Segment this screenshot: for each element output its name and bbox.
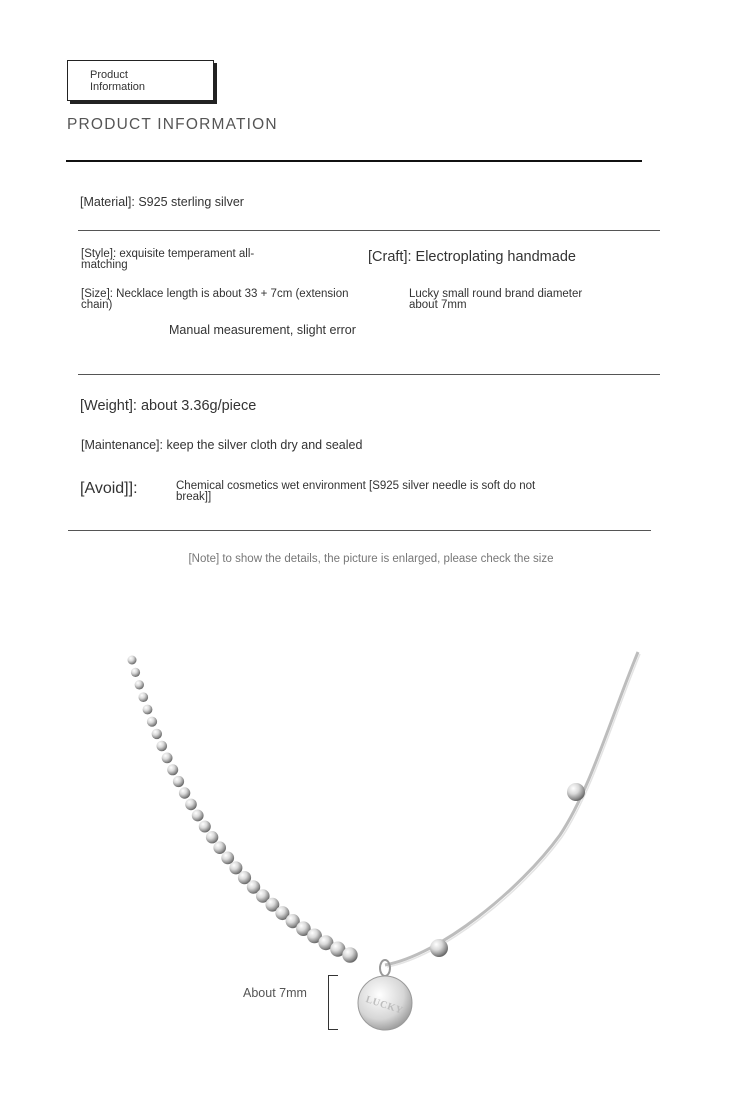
chain-bead: [199, 821, 211, 833]
chain-bead: [221, 852, 234, 865]
page-title: PRODUCT INFORMATION: [67, 116, 278, 133]
pendant-bail: [380, 960, 390, 976]
chain-bead: [213, 841, 226, 854]
weight-text: [Weight]: about 3.36g/piece: [80, 398, 257, 414]
title-divider: [66, 160, 642, 162]
style-line2: matching: [81, 259, 128, 271]
style-text: [81, 249, 311, 271]
chain-bead: [157, 741, 168, 752]
chain-bead: [430, 939, 448, 957]
chain-bead: [567, 783, 585, 801]
brand-line2: about 7mm: [409, 299, 467, 311]
avoid-text: [176, 481, 566, 503]
section-tag-line2: Information: [90, 81, 146, 93]
chain-bead: [152, 729, 162, 739]
material-text: [Material]: S925 sterling silver: [80, 195, 244, 209]
chain-bead: [167, 764, 178, 775]
divider-3: [68, 530, 651, 531]
measurement-text: Manual measurement, slight error: [169, 323, 356, 337]
brand-line1: Lucky small round brand diameter: [409, 288, 583, 300]
size-callout-bracket: [328, 975, 339, 1030]
chain-bead: [139, 692, 149, 702]
maintenance-text: [Maintenance]: keep the silver cloth dry and sealed: [81, 438, 363, 452]
size-line1: [Size]: Necklace length is about 33 + 7cm (extension: [81, 288, 349, 300]
craft-text: [Craft]: Electroplating handmade: [368, 249, 576, 265]
chain-bead: [162, 753, 173, 764]
section-tag-line1: Product: [90, 69, 128, 81]
snake-chain-shadow: [387, 654, 640, 967]
chain-bead: [128, 656, 137, 665]
chain-bead: [147, 717, 157, 727]
style-line1: [Style]: exquisite temperament all-: [81, 248, 255, 260]
chain-bead: [179, 787, 190, 798]
chain-bead: [192, 810, 204, 822]
chain-bead: [143, 705, 153, 715]
section-tag-label: [90, 69, 170, 93]
snake-chain: [385, 652, 638, 965]
avoid-label: [Avoid]]:: [80, 480, 138, 497]
brand-text: [409, 289, 609, 311]
size-callout-label: About 7mm: [243, 986, 307, 1000]
necklace-image: [0, 630, 749, 1080]
bead-chain: [128, 656, 358, 963]
note-text: [Note] to show the details, the picture is enlarged, please check the size: [188, 553, 554, 565]
avoid-line2: break]]: [176, 491, 212, 503]
chain-bead: [135, 680, 144, 689]
avoid-line1: Chemical cosmetics wet environment [S925 silver needle is soft do not: [176, 480, 536, 492]
chain-bead: [173, 776, 184, 787]
divider-2: [78, 374, 660, 375]
size-line2: chain): [81, 299, 113, 311]
chain-bead: [206, 831, 218, 843]
chain-bead: [131, 668, 140, 677]
chain-bead: [185, 799, 197, 811]
chain-bead: [342, 947, 357, 962]
size-text: [81, 289, 381, 311]
pendant-text: LUCKY: [364, 994, 405, 1017]
divider-1: [78, 230, 660, 231]
